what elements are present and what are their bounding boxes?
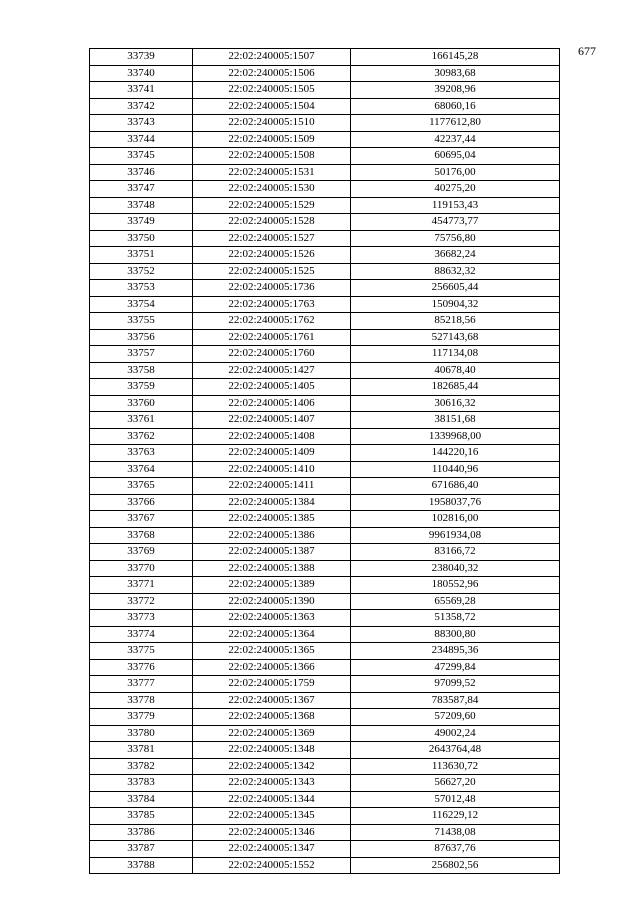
row-number-cell: 33752 [90, 263, 193, 280]
row-number-cell: 33780 [90, 725, 193, 742]
cadastral-number-cell: 22:02:240005:1505 [193, 82, 351, 99]
cadastral-value-cell: 119153,43 [351, 197, 560, 214]
cadastral-value-cell: 116229,12 [351, 808, 560, 825]
cadastral-number-cell: 22:02:240005:1504 [193, 98, 351, 115]
row-number-cell: 33777 [90, 676, 193, 693]
cadastral-number-cell: 22:02:240005:1508 [193, 148, 351, 165]
table-row [90, 577, 560, 594]
row-number-cell: 33784 [90, 791, 193, 808]
cadastral-value-cell: 144220,16 [351, 445, 560, 462]
cadastral-value-cell: 51358,72 [351, 610, 560, 627]
table-row [90, 296, 560, 313]
cadastral-number-cell: 22:02:240005:1367 [193, 692, 351, 709]
table-row [90, 263, 560, 280]
cadastral-value-cell: 88632,32 [351, 263, 560, 280]
table-row [90, 428, 560, 445]
cadastral-number-cell: 22:02:240005:1759 [193, 676, 351, 693]
cadastral-number-cell: 22:02:240005:1368 [193, 709, 351, 726]
cadastral-number-cell: 22:02:240005:1762 [193, 313, 351, 330]
cadastral-number-cell: 22:02:240005:1526 [193, 247, 351, 264]
cadastral-number-cell: 22:02:240005:1510 [193, 115, 351, 132]
cadastral-number-cell: 22:02:240005:1528 [193, 214, 351, 231]
table-row [90, 148, 560, 165]
cadastral-value-cell: 75756,80 [351, 230, 560, 247]
row-number-cell: 33769 [90, 544, 193, 561]
cadastral-value-cell: 47299,84 [351, 659, 560, 676]
cadastral-number-cell: 22:02:240005:1389 [193, 577, 351, 594]
row-number-cell: 33743 [90, 115, 193, 132]
cadastral-number-cell: 22:02:240005:1388 [193, 560, 351, 577]
table-row [90, 329, 560, 346]
cadastral-number-cell: 22:02:240005:1527 [193, 230, 351, 247]
cadastral-number-cell: 22:02:240005:1386 [193, 527, 351, 544]
cadastral-value-cell: 50176,00 [351, 164, 560, 181]
row-number-cell: 33776 [90, 659, 193, 676]
row-number-cell: 33758 [90, 362, 193, 379]
row-number-cell: 33768 [90, 527, 193, 544]
cadastral-number-cell: 22:02:240005:1390 [193, 593, 351, 610]
cadastral-value-cell: 150904,32 [351, 296, 560, 313]
row-number-cell: 33740 [90, 65, 193, 82]
cadastral-number-cell: 22:02:240005:1387 [193, 544, 351, 561]
table-row [90, 544, 560, 561]
cadastral-number-cell: 22:02:240005:1369 [193, 725, 351, 742]
row-number-cell: 33781 [90, 742, 193, 759]
table-row [90, 808, 560, 825]
cadastral-value-cell: 30983,68 [351, 65, 560, 82]
row-number-cell: 33772 [90, 593, 193, 610]
row-number-cell: 33786 [90, 824, 193, 841]
table-row [90, 676, 560, 693]
table-row [90, 362, 560, 379]
cadastral-number-cell: 22:02:240005:1552 [193, 857, 351, 874]
table-row [90, 511, 560, 528]
row-number-cell: 33761 [90, 412, 193, 429]
cadastral-number-cell: 22:02:240005:1343 [193, 775, 351, 792]
cadastral-value-cell: 39208,96 [351, 82, 560, 99]
cadastral-number-cell: 22:02:240005:1365 [193, 643, 351, 660]
table-row [90, 494, 560, 511]
row-number-cell: 33775 [90, 643, 193, 660]
row-number-cell: 33767 [90, 511, 193, 528]
cadastral-value-cell: 97099,52 [351, 676, 560, 693]
row-number-cell: 33763 [90, 445, 193, 462]
cadastral-value-cell: 36682,24 [351, 247, 560, 264]
cadastral-value-cell: 40678,40 [351, 362, 560, 379]
cadastral-number-cell: 22:02:240005:1407 [193, 412, 351, 429]
cadastral-value-cell: 85218,56 [351, 313, 560, 330]
cadastral-value-cell: 71438,08 [351, 824, 560, 841]
row-number-cell: 33774 [90, 626, 193, 643]
row-number-cell: 33771 [90, 577, 193, 594]
cadastral-value-cell: 256802,56 [351, 857, 560, 874]
cadastral-value-cell: 256605,44 [351, 280, 560, 297]
row-number-cell: 33744 [90, 131, 193, 148]
table-row [90, 445, 560, 462]
cadastral-number-cell: 22:02:240005:1529 [193, 197, 351, 214]
row-number-cell: 33749 [90, 214, 193, 231]
cadastral-number-cell: 22:02:240005:1364 [193, 626, 351, 643]
cadastral-value-cell: 454773,77 [351, 214, 560, 231]
table-row [90, 857, 560, 874]
table-row [90, 214, 560, 231]
table-row [90, 379, 560, 396]
table-row [90, 49, 560, 66]
cadastral-number-cell: 22:02:240005:1525 [193, 263, 351, 280]
cadastral-number-cell: 22:02:240005:1531 [193, 164, 351, 181]
table-row [90, 593, 560, 610]
table-row [90, 709, 560, 726]
row-number-cell: 33745 [90, 148, 193, 165]
cadastral-value-cell: 40275,20 [351, 181, 560, 198]
cadastral-number-cell: 22:02:240005:1348 [193, 742, 351, 759]
table-row [90, 626, 560, 643]
table-row [90, 82, 560, 99]
cadastral-value-cell: 182685,44 [351, 379, 560, 396]
row-number-cell: 33760 [90, 395, 193, 412]
cadastral-number-cell: 22:02:240005:1384 [193, 494, 351, 511]
row-number-cell: 33742 [90, 98, 193, 115]
cadastral-number-cell: 22:02:240005:1509 [193, 131, 351, 148]
row-number-cell: 33741 [90, 82, 193, 99]
row-number-cell: 33788 [90, 857, 193, 874]
table-row [90, 461, 560, 478]
row-number-cell: 33753 [90, 280, 193, 297]
cadastral-number-cell: 22:02:240005:1761 [193, 329, 351, 346]
row-number-cell: 33750 [90, 230, 193, 247]
cadastral-value-cell: 166145,28 [351, 49, 560, 66]
cadastral-number-cell: 22:02:240005:1366 [193, 659, 351, 676]
table-row [90, 742, 560, 759]
cadastral-value-cell: 113630,72 [351, 758, 560, 775]
table-row [90, 775, 560, 792]
table-row [90, 65, 560, 82]
cadastral-number-cell: 22:02:240005:1530 [193, 181, 351, 198]
cadastral-value-cell: 56627,20 [351, 775, 560, 792]
cadastral-value-cell: 83166,72 [351, 544, 560, 561]
cadastral-number-cell: 22:02:240005:1427 [193, 362, 351, 379]
table-row [90, 181, 560, 198]
cadastral-value-cell: 49002,24 [351, 725, 560, 742]
row-number-cell: 33766 [90, 494, 193, 511]
row-number-cell: 33756 [90, 329, 193, 346]
row-number-cell: 33783 [90, 775, 193, 792]
cadastral-number-cell: 22:02:240005:1346 [193, 824, 351, 841]
cadastral-number-cell: 22:02:240005:1760 [193, 346, 351, 363]
row-number-cell: 33762 [90, 428, 193, 445]
table-row [90, 560, 560, 577]
cadastral-value-cell: 42237,44 [351, 131, 560, 148]
cadastral-value-cell: 102816,00 [351, 511, 560, 528]
table-row [90, 478, 560, 495]
cadastral-number-cell: 22:02:240005:1406 [193, 395, 351, 412]
cadastral-value-table [89, 48, 560, 874]
row-number-cell: 33765 [90, 478, 193, 495]
row-number-cell: 33764 [90, 461, 193, 478]
cadastral-number-cell: 22:02:240005:1344 [193, 791, 351, 808]
table-row [90, 230, 560, 247]
row-number-cell: 33757 [90, 346, 193, 363]
table-row [90, 659, 560, 676]
cadastral-value-cell: 117134,08 [351, 346, 560, 363]
row-number-cell: 33787 [90, 841, 193, 858]
row-number-cell: 33778 [90, 692, 193, 709]
row-number-cell: 33770 [90, 560, 193, 577]
row-number-cell: 33751 [90, 247, 193, 264]
table-row [90, 692, 560, 709]
cadastral-number-cell: 22:02:240005:1410 [193, 461, 351, 478]
table-row [90, 725, 560, 742]
cadastral-number-cell: 22:02:240005:1408 [193, 428, 351, 445]
cadastral-value-cell: 1958037,76 [351, 494, 560, 511]
table-row [90, 758, 560, 775]
cadastral-number-cell: 22:02:240005:1347 [193, 841, 351, 858]
cadastral-number-cell: 22:02:240005:1405 [193, 379, 351, 396]
cadastral-number-cell: 22:02:240005:1385 [193, 511, 351, 528]
table-body [90, 49, 560, 874]
cadastral-number-cell: 22:02:240005:1409 [193, 445, 351, 462]
cadastral-value-cell: 110440,96 [351, 461, 560, 478]
cadastral-number-cell: 22:02:240005:1342 [193, 758, 351, 775]
row-number-cell: 33755 [90, 313, 193, 330]
cadastral-value-cell: 65569,28 [351, 593, 560, 610]
cadastral-value-cell: 527143,68 [351, 329, 560, 346]
cadastral-value-cell: 30616,32 [351, 395, 560, 412]
cadastral-number-cell: 22:02:240005:1506 [193, 65, 351, 82]
cadastral-number-cell: 22:02:240005:1345 [193, 808, 351, 825]
cadastral-value-cell: 87637,76 [351, 841, 560, 858]
cadastral-value-cell: 38151,68 [351, 412, 560, 429]
row-number-cell: 33779 [90, 709, 193, 726]
cadastral-value-cell: 68060,16 [351, 98, 560, 115]
table-row [90, 791, 560, 808]
cadastral-value-cell: 2643764,48 [351, 742, 560, 759]
row-number-cell: 33754 [90, 296, 193, 313]
cadastral-value-cell: 57209,60 [351, 709, 560, 726]
cadastral-value-cell: 671686,40 [351, 478, 560, 495]
cadastral-value-cell: 1177612,80 [351, 115, 560, 132]
table-row [90, 643, 560, 660]
page-number: 677 [578, 44, 596, 58]
row-number-cell: 33773 [90, 610, 193, 627]
cadastral-number-cell: 22:02:240005:1411 [193, 478, 351, 495]
cadastral-value-cell: 180552,96 [351, 577, 560, 594]
table-row [90, 247, 560, 264]
row-number-cell: 33746 [90, 164, 193, 181]
table-row [90, 115, 560, 132]
cadastral-value-cell: 1339968,00 [351, 428, 560, 445]
row-number-cell: 33759 [90, 379, 193, 396]
table-row [90, 841, 560, 858]
table-row [90, 346, 560, 363]
table-row [90, 313, 560, 330]
cadastral-value-cell: 783587,84 [351, 692, 560, 709]
table-row [90, 98, 560, 115]
table-row [90, 197, 560, 214]
cadastral-value-cell: 238040,32 [351, 560, 560, 577]
table-row [90, 824, 560, 841]
cadastral-value-cell: 88300,80 [351, 626, 560, 643]
cadastral-value-cell: 234895,36 [351, 643, 560, 660]
cadastral-value-cell: 57012,48 [351, 791, 560, 808]
table-row [90, 412, 560, 429]
cadastral-number-cell: 22:02:240005:1507 [193, 49, 351, 66]
row-number-cell: 33747 [90, 181, 193, 198]
table-row [90, 395, 560, 412]
row-number-cell: 33782 [90, 758, 193, 775]
table-row [90, 164, 560, 181]
table-row [90, 280, 560, 297]
cadastral-number-cell: 22:02:240005:1763 [193, 296, 351, 313]
cadastral-value-cell: 9961934,08 [351, 527, 560, 544]
table-row [90, 610, 560, 627]
cadastral-number-cell: 22:02:240005:1363 [193, 610, 351, 627]
table-row [90, 527, 560, 544]
table-row [90, 131, 560, 148]
row-number-cell: 33785 [90, 808, 193, 825]
row-number-cell: 33739 [90, 49, 193, 66]
row-number-cell: 33748 [90, 197, 193, 214]
cadastral-value-cell: 60695,04 [351, 148, 560, 165]
cadastral-number-cell: 22:02:240005:1736 [193, 280, 351, 297]
